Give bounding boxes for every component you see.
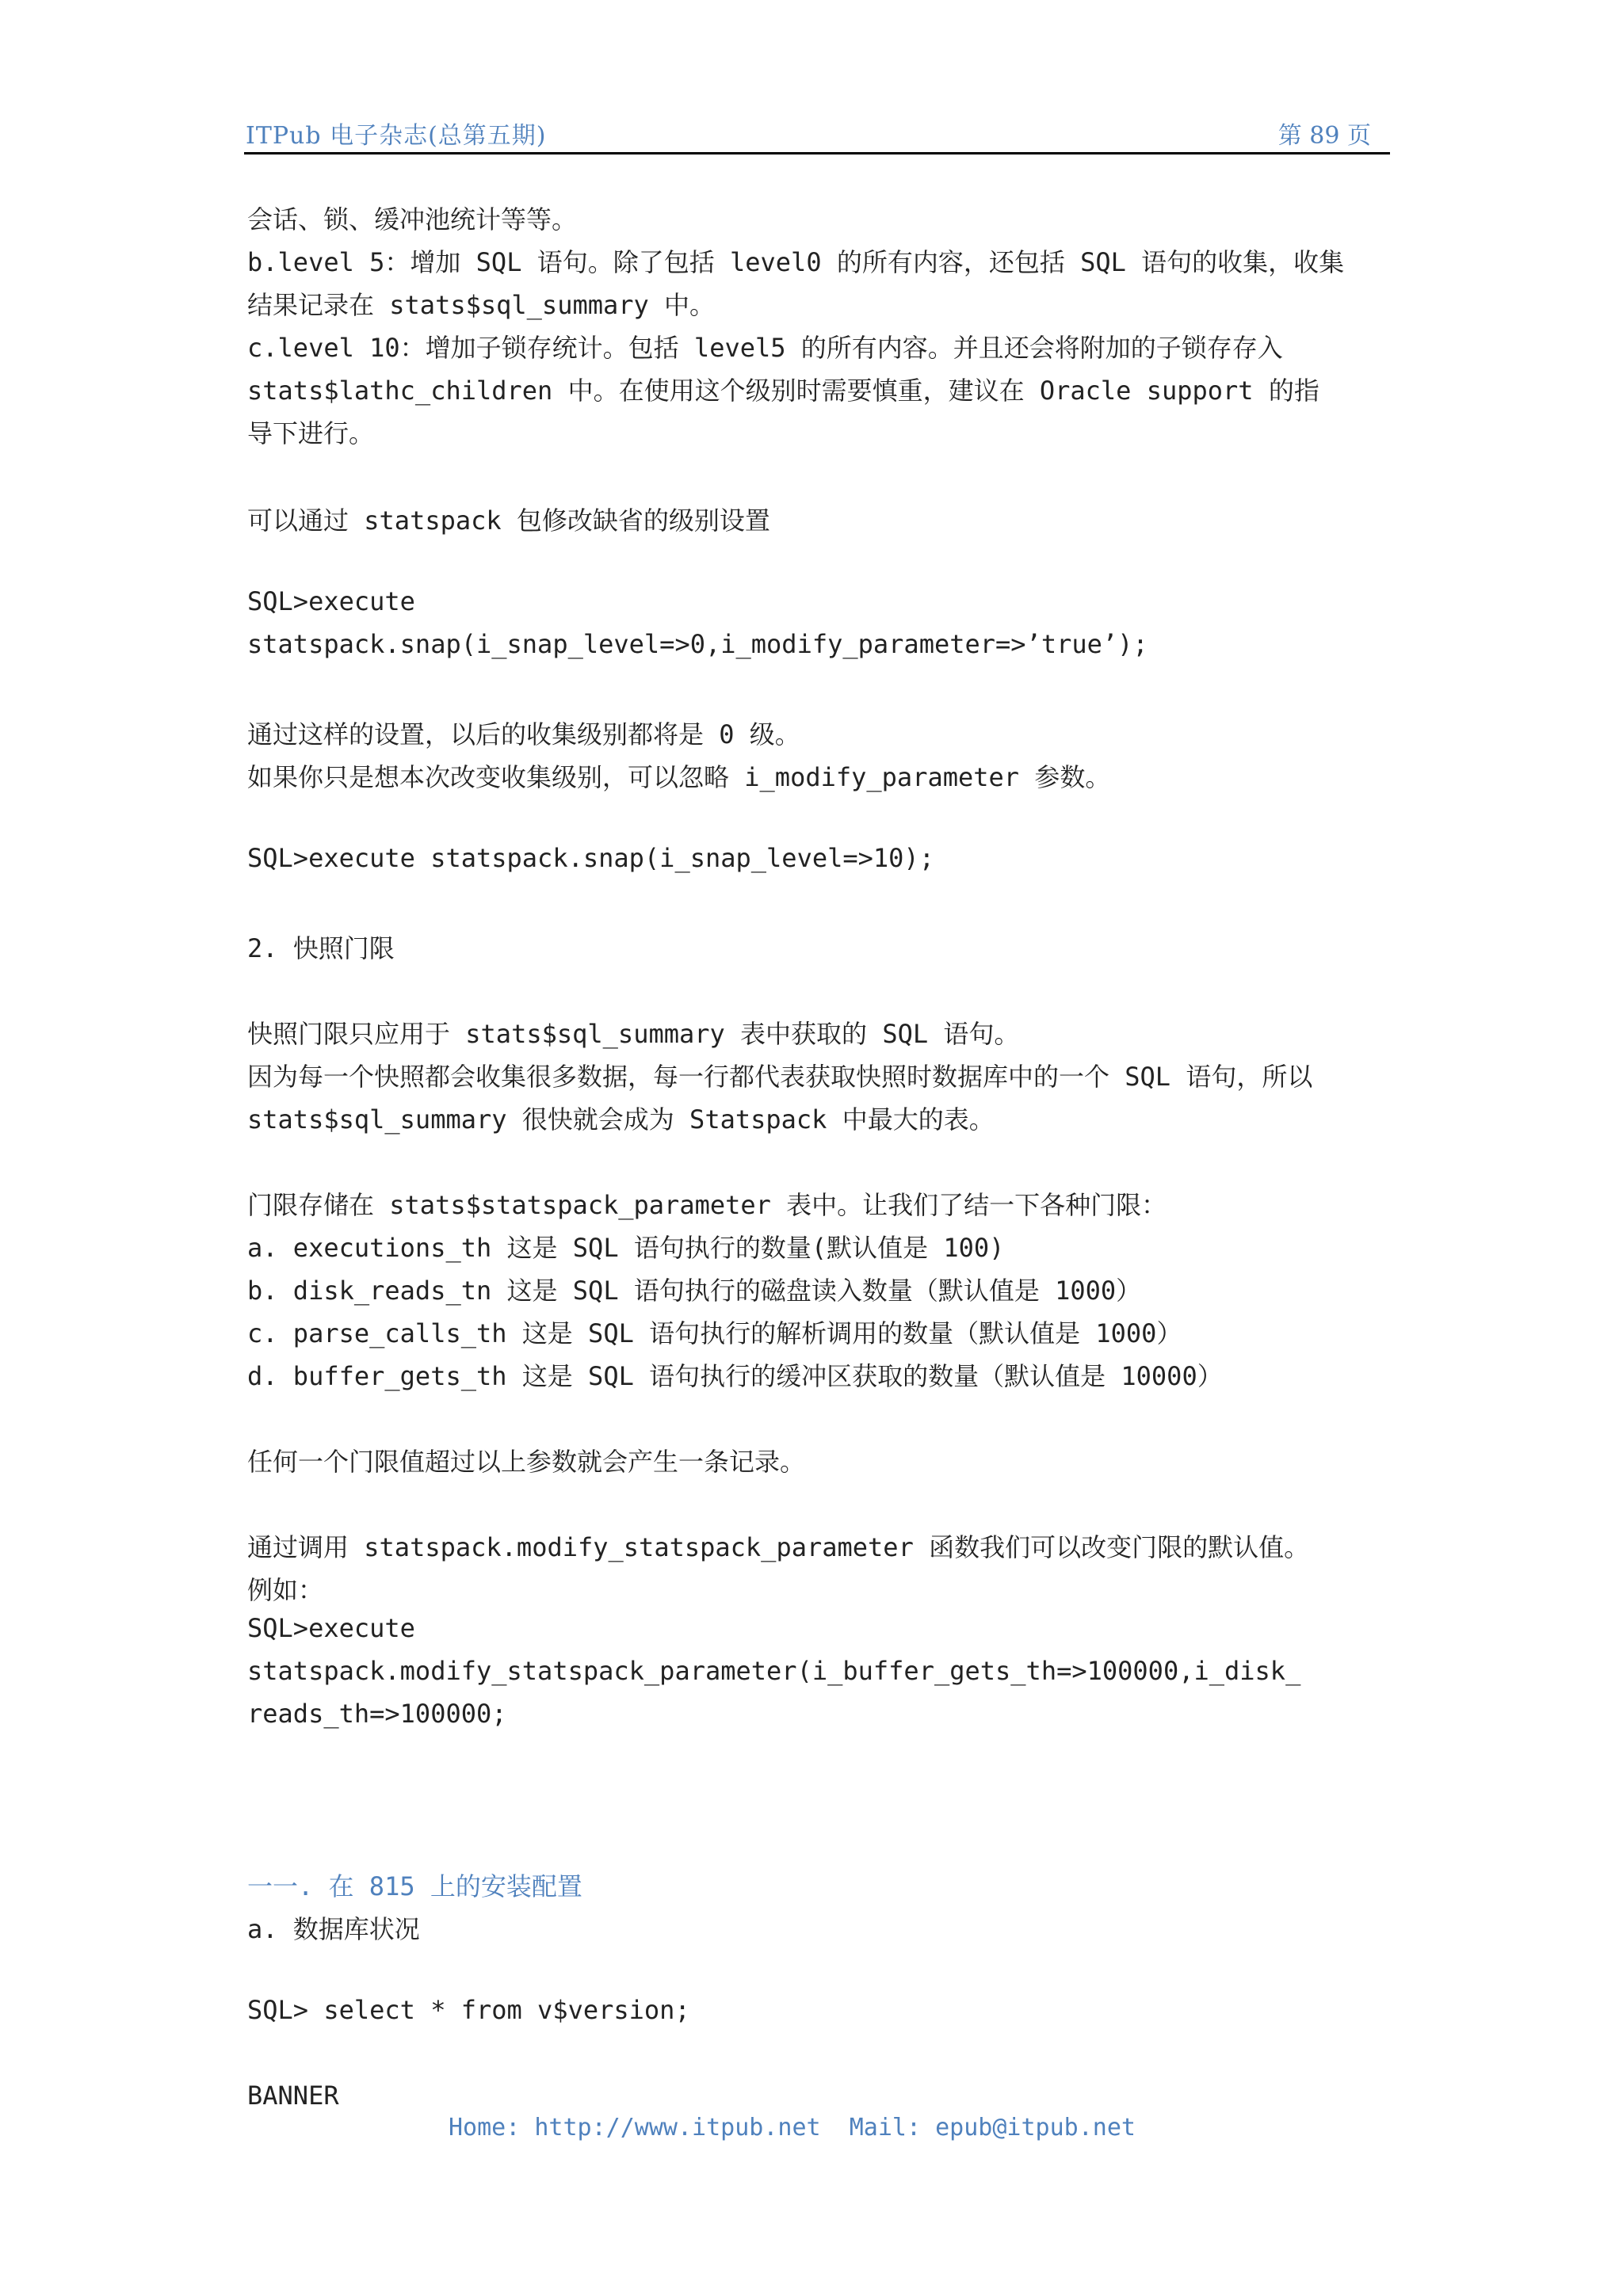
code-line: SQL> select * from v$version; <box>247 1995 690 2025</box>
code-line: BANNER <box>247 2081 339 2111</box>
list-item: a. executions_th 这是 SQL 语句执行的数量(默认值是 100) <box>247 1233 1005 1263</box>
text-line: 通过调用 statspack.modify_statspack_parameter 函数我们可以改变门限的默认值。 <box>247 1532 1310 1562</box>
text-line: 导下进行。 <box>247 418 375 448</box>
text-line: stats$lathc_children 中。在使用这个级别时需要慎重，建议在 Oracle support 的指 <box>247 376 1319 406</box>
text-line: 会话、锁、缓冲池统计等等。 <box>247 204 578 235</box>
code-line: statspack.snap(i_snap_level=>0,i_modify_parameter=>’true’); <box>247 629 1148 659</box>
code-line: SQL>execute <box>247 1613 415 1643</box>
header-rule <box>244 152 1390 154</box>
code-line: reads_th=>100000; <box>247 1699 507 1729</box>
text-line: 例如： <box>247 1575 324 1605</box>
footer-links: Home: http://www.itpub.net Mail: epub@itpub.net <box>449 2114 1136 2142</box>
text-line: 门限存储在 stats$statspack_parameter 表中。让我们了结一下各种门限： <box>247 1190 1167 1220</box>
text-line: a. 数据库状况 <box>247 1914 420 1944</box>
list-item: b. disk_reads_tn 这是 SQL 语句执行的磁盘读入数量（默认值是 1000） <box>247 1276 1142 1306</box>
text-line: 任何一个门限值超过以上参数就会产生一条记录。 <box>247 1447 806 1477</box>
section-heading: 2. 快照门限 <box>247 933 395 963</box>
text-line: 快照门限只应用于 stats$sql_summary 表中获取的 SQL 语句。 <box>247 1019 1020 1049</box>
text-line: 可以通过 statspack 包修改缺省的级别设置 <box>247 505 770 536</box>
code-line: statspack.modify_statspack_parameter(i_buffer_gets_th=>100000,i_disk_ <box>247 1656 1301 1686</box>
magazine-title: ITPub 电子杂志(总第五期) <box>246 122 547 150</box>
text-line: stats$sql_summary 很快就会成为 Statspack 中最大的表。 <box>247 1104 995 1135</box>
text-line: 因为每一个快照都会收集很多数据，每一行都代表获取快照时数据库中的一个 SQL 语句，所以 <box>247 1062 1313 1092</box>
list-item: d. buffer_gets_th 这是 SQL 语句执行的缓冲区获取的数量（默认值是 10000） <box>247 1361 1223 1391</box>
text-line: c.level 10：增加子锁存统计。包括 level5 的所有内容。并且还会将附加的子锁存存入 <box>247 333 1283 363</box>
code-line: SQL>execute statspack.snap(i_snap_level=>10); <box>247 843 934 873</box>
text-line: 结果记录在 stats$sql_summary 中。 <box>247 290 716 320</box>
text-line: 如果你只是想本次改变收集级别，可以忽略 i_modify_parameter 参数。 <box>247 762 1111 792</box>
chapter-heading: 一一. 在 815 上的安装配置 <box>247 1871 582 1901</box>
page-number: 第 89 页 <box>1277 122 1371 150</box>
list-item: c. parse_calls_th 这是 SQL 语句执行的解析调用的数量（默认值是 1000） <box>247 1318 1182 1348</box>
text-line: 通过这样的设置，以后的收集级别都将是 0 级。 <box>247 719 800 749</box>
code-line: SQL>execute <box>247 586 415 616</box>
text-line: b.level 5：增加 SQL 语句。除了包括 level0 的所有内容，还包括 SQL 语句的收集，收集 <box>247 247 1345 277</box>
